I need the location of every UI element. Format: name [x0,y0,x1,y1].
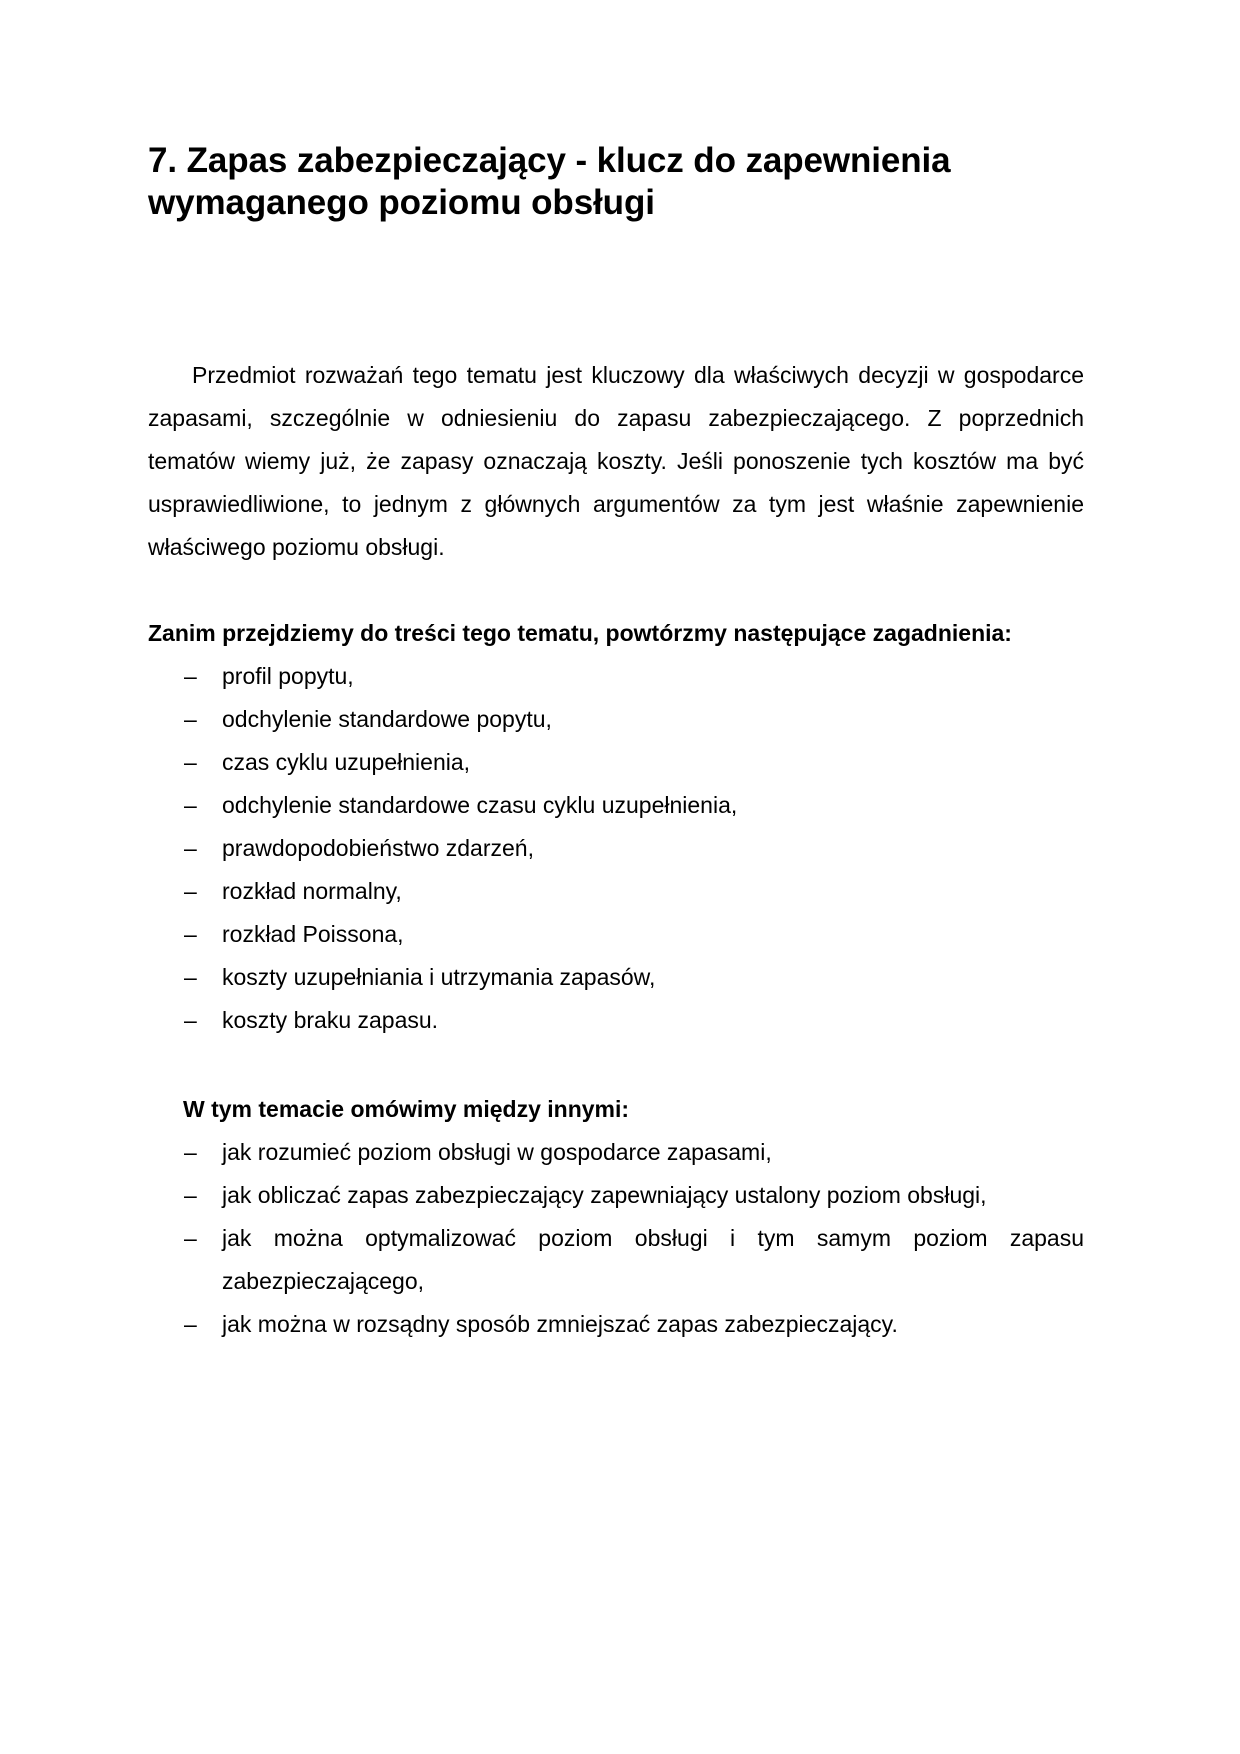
review-list [148,655,1084,1042]
list-item-text: profil popytu, [222,663,354,689]
review-heading: Zanim przejdziemy do treści tego tematu, powtórzmy następujące zagadnienia: [148,620,1012,646]
list-item-text: prawdopodobieństwo zdarzeń, [222,835,534,861]
list-marker: – [184,1007,197,1033]
list-marker: – [184,921,197,947]
list-item [148,827,1084,870]
list-marker: – [184,1139,197,1165]
list-marker: – [184,878,197,904]
list-marker: – [184,835,197,861]
list-item [148,870,1084,913]
list-marker: – [184,749,197,775]
list-item [148,1217,1084,1303]
list-marker: – [184,792,197,818]
list-item-text: jak rozumieć poziom obsługi w gospodarce zapasami, [222,1139,772,1165]
list-item [148,1303,1084,1346]
list-item [148,698,1084,741]
list-marker: – [184,706,197,732]
list-item [148,1131,1084,1174]
list-marker: – [184,964,197,990]
list-item [148,741,1084,784]
list-item [148,655,1084,698]
list-item [148,1174,1084,1217]
list-item [148,999,1084,1042]
list-item-text: koszty uzupełniania i utrzymania zapasów, [222,964,656,990]
list-marker: – [184,1182,197,1208]
list-item-text: odchylenie standardowe popytu, [222,706,552,732]
list-item-text: odchylenie standardowe czasu cyklu uzupełnienia, [222,792,738,818]
intro-paragraph: Przedmiot rozważań tego tematu jest kluczowy dla właściwych decyzji w gospodarce zapasami, szczególnie w odniesieniu do zapasu zabezpieczającego. Z poprzednich tematów wiemy już, że zapasy oznaczają koszty. Jeśli ponoszenie tych kosztów ma być usprawiedliwione, to jednym z głównych argumentów za tym jest właśnie zapewnienie właściwego poziomu obsługi. [148,362,1084,560]
list-item-text: jak obliczać zapas zabezpieczający zapewniający ustalony poziom obsługi, [222,1182,987,1208]
list-item-text: rozkład normalny, [222,878,402,904]
list-item-text: jak można optymalizować poziom obsługi i tym samym poziom zapasu zabezpieczającego, [222,1225,1084,1294]
list-marker: – [184,1225,197,1251]
page-title: 7. Zapas zabezpieczający - klucz do zapewnienia wymaganego poziomu obsługi [148,141,951,222]
list-item [148,956,1084,999]
list-item [148,913,1084,956]
topics-list [148,1131,1084,1346]
document-page [148,140,1084,1346]
list-item-text: koszty braku zapasu. [222,1007,439,1033]
list-item-text: jak można w rozsądny sposób zmniejszać zapas zabezpieczający. [222,1311,898,1337]
list-item [148,784,1084,827]
list-item-text: czas cyklu uzupełnienia, [222,749,471,775]
list-marker: – [184,1311,197,1337]
topics-heading: W tym temacie omówimy między innymi: [183,1096,630,1122]
list-item-text: rozkład Poissona, [222,921,404,947]
list-marker: – [184,663,197,689]
